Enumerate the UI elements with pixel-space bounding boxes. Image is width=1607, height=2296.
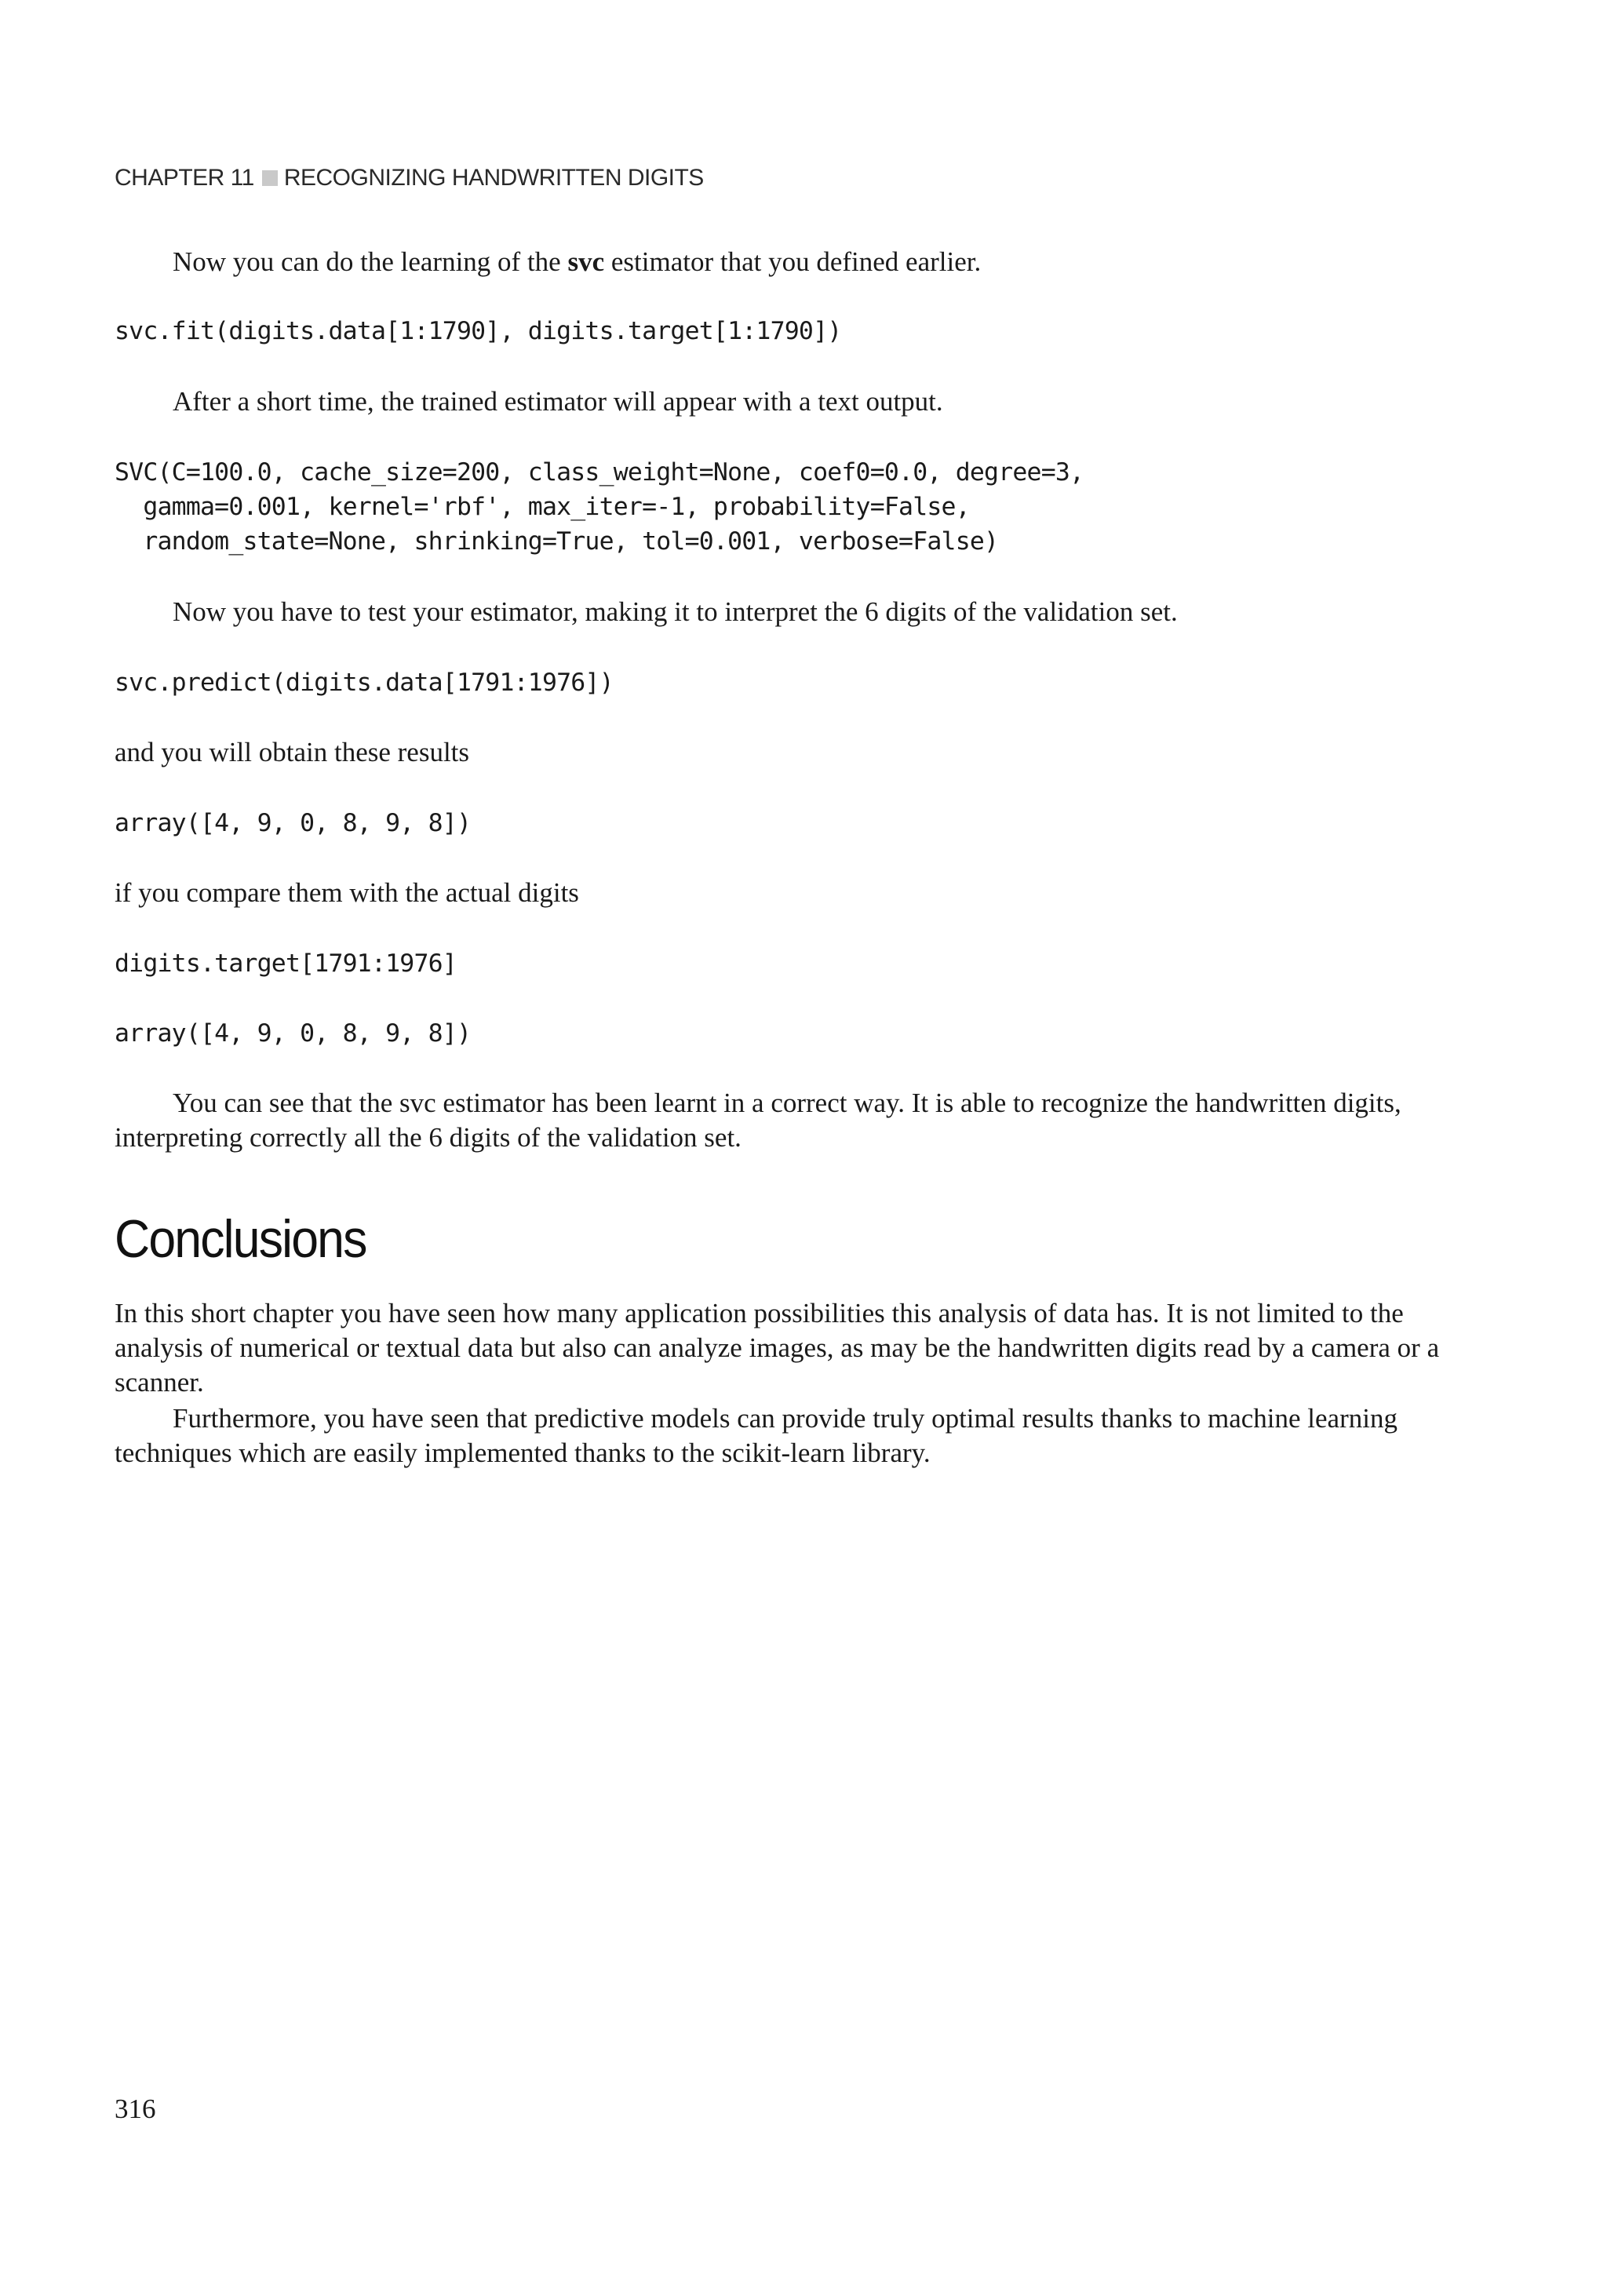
paragraph-intro-learning [115, 245, 1448, 279]
paragraph-trained-output: After a short time, the trained estimator will appear with a text output. [173, 386, 943, 417]
square-separator-icon [262, 170, 278, 186]
text-span: estimator that you defined earlier. [604, 246, 982, 277]
paragraph-svc-result: You can see that the svc estimator has been learnt in a correct way. It is able to recognize the handwritten digits, interpreting correctly all the 6 digits of the validation set. [115, 1088, 1401, 1153]
code-actual-array: array([4, 9, 0, 8, 9, 8]) [115, 1019, 472, 1048]
chapter-title: RECOGNIZING HANDWRITTEN DIGITS [283, 165, 704, 191]
chapter-label: CHAPTER 11 [115, 165, 254, 191]
code-svc-fit: svc.fit(digits.data[1:1790], digits.target[1:1790]) [115, 317, 842, 345]
section-heading-conclusions: Conclusions [115, 1209, 366, 1269]
code-svc-predict: svc.predict(digits.data[1791:1976]) [115, 669, 614, 697]
paragraph-conclusions-1: In this short chapter you have seen how many application possibilities this analysis of data has. It is not limited to the analysis of numerical or textual data but also can analyze images, as may be the handwritten digits read by a camera or a scanner. [115, 1298, 1440, 1398]
code-predicted-array: array([4, 9, 0, 8, 9, 8]) [115, 809, 472, 837]
page-number: 316 [115, 2094, 156, 2124]
running-header [115, 165, 704, 191]
paragraph-test-estimator: Now you have to test your estimator, making it to interpret the 6 digits of the validation set. [173, 596, 1178, 627]
paragraph-conclusions-2: Furthermore, you have seen that predictive models can provide truly optimal results thanks to machine learning techniques which are easily implemented thanks to the scikit-learn library. [115, 1403, 1397, 1468]
paragraph-results-intro: and you will obtain these results [115, 737, 470, 767]
paragraph-compare-intro: if you compare them with the actual digits [115, 877, 579, 908]
text-span: Now you can do the learning of the [173, 246, 568, 277]
code-svc-output: SVC(C=100.0, cache_size=200, class_weight=None, coef0=0.0, degree=3, gamma=0.001, kernel='rbf', max_iter=-1, probability=False, random_state=None, shrinking=True, tol=0.001, verbose=False) [115, 458, 1084, 556]
code-digits-target: digits.target[1791:1976] [115, 949, 457, 978]
svc-term: svc [567, 246, 605, 277]
